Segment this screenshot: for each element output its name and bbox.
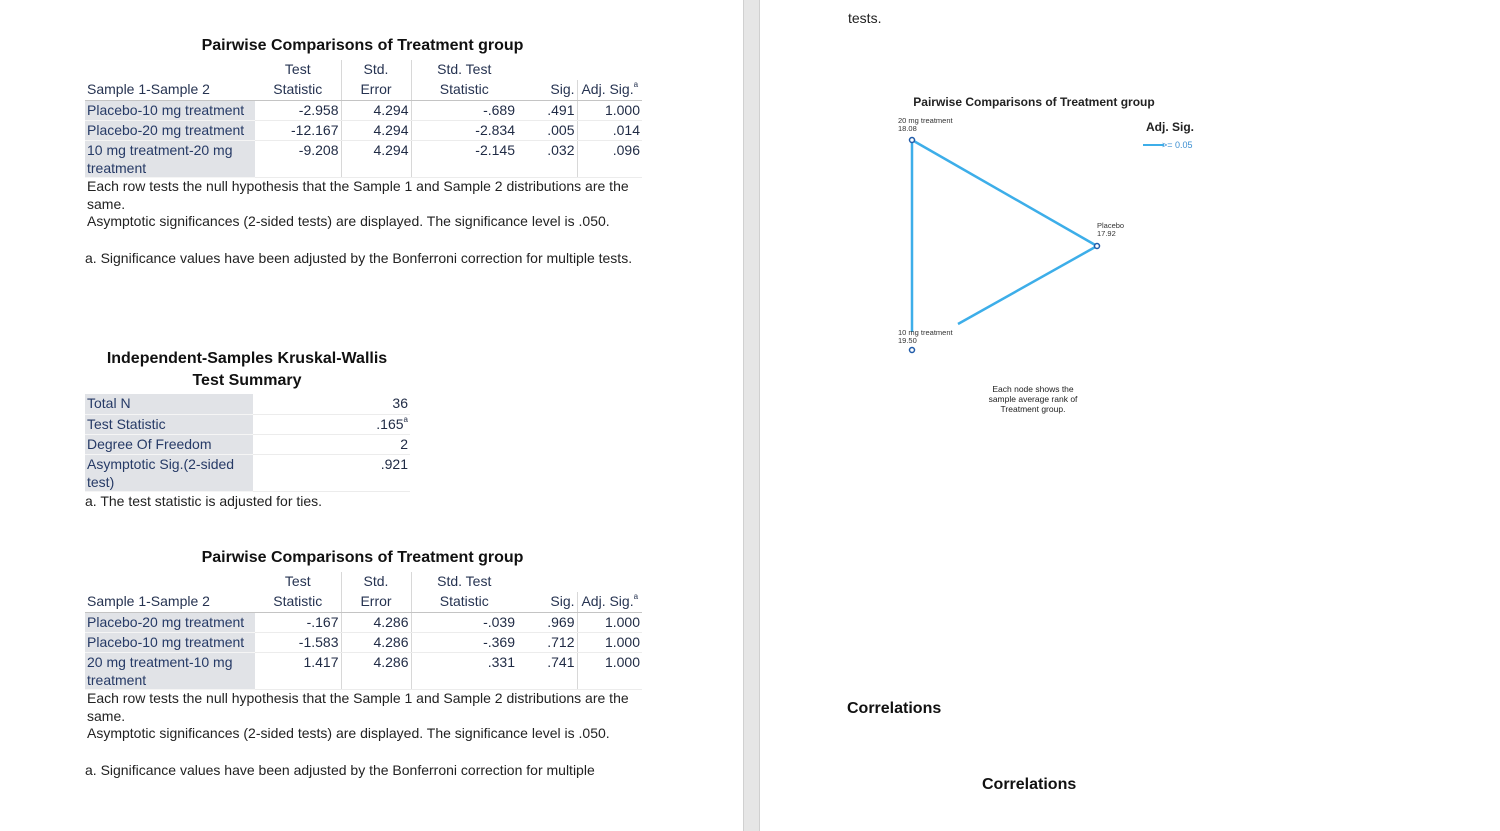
cell-value: .921 xyxy=(253,454,410,491)
cell-std-err: 4.286 xyxy=(341,612,411,632)
node-caption-line1: Each node shows the xyxy=(992,384,1074,394)
pairwise-1-note-hypothesis: Each row tests the null hypothesis that the Sample 1 and Sample 2 distributions are the same. xyxy=(87,178,629,212)
edge-10mg-placebo[interactable] xyxy=(958,246,1097,324)
kruskal-summary-table[interactable] xyxy=(85,394,410,492)
row-label: Placebo-20 mg treatment xyxy=(85,612,255,632)
cell-std-err: 4.294 xyxy=(341,100,411,120)
pairwise-1-note-asymptotic: Asymptotic significances (2-sided tests) are displayed. The significance level is .050. xyxy=(87,213,610,229)
cell-std-test: .331 xyxy=(411,652,517,689)
cell-test-stat: -.167 xyxy=(255,612,341,632)
output-pane-left xyxy=(0,0,743,831)
pairwise-table-2[interactable] xyxy=(85,572,642,690)
cell-std-test: -2.834 xyxy=(411,120,517,140)
col-sig: Sig. xyxy=(517,80,577,100)
table-row xyxy=(85,120,642,140)
table-row xyxy=(85,394,410,414)
row-label: Asymptotic Sig.(2-sided test) xyxy=(85,454,253,491)
cell-std-test: -.039 xyxy=(411,612,517,632)
kruskal-title-line1: Independent-Samples Kruskal-Wallis xyxy=(106,350,388,367)
row-label: Total N xyxy=(85,394,253,414)
cell-test-stat: -9.208 xyxy=(255,140,341,177)
col-adj-sig: Adj. Sig.$^a$ xyxy=(577,80,642,100)
cell-std-test: -2.145 xyxy=(411,140,517,177)
cell-sig: .969 xyxy=(517,612,577,632)
table-row xyxy=(85,612,642,632)
correlations-heading: Correlations xyxy=(847,700,942,717)
cell-std-test: -.689 xyxy=(411,100,517,120)
pairwise-table-2-title: Pairwise Comparisons of Treatment group xyxy=(201,549,524,566)
cell-test-stat: -12.167 xyxy=(255,120,341,140)
node-10mg[interactable] xyxy=(910,348,915,353)
col-std-test-2: Statistic xyxy=(411,80,517,100)
col-sig: Sig. xyxy=(517,592,577,612)
node-placebo[interactable] xyxy=(1095,244,1100,249)
cell-adj-sig: 1.000 xyxy=(577,632,642,652)
cell-value: .165$^a$ xyxy=(253,414,410,434)
row-label: 10 mg treatment-20 mg treatment xyxy=(85,140,255,177)
pairwise-network-chart[interactable] xyxy=(760,80,1500,520)
table-row xyxy=(85,652,642,689)
pairwise-2-note-asymptotic: Asymptotic significances (2-sided tests) are displayed. The significance level is .050. xyxy=(87,725,610,741)
col-test-statistic-2: Statistic xyxy=(255,592,341,612)
cell-adj-sig: 1.000 xyxy=(577,612,642,632)
chart-title: Pairwise Comparisons of Treatment group xyxy=(913,95,1155,109)
col-test-statistic-1: Test xyxy=(284,573,311,589)
cell-test-stat: -1.583 xyxy=(255,632,341,652)
kruskal-footnote: a. The test statistic is adjusted for ties. xyxy=(85,493,323,509)
row-label: 20 mg treatment-10 mg treatment xyxy=(85,652,255,689)
table-row xyxy=(85,454,410,491)
row-label: Test Statistic xyxy=(85,414,253,434)
cell-value: 2 xyxy=(253,434,410,454)
pairwise-table-1[interactable] xyxy=(85,60,642,178)
node-caption-line3: Treatment group. xyxy=(1000,404,1066,414)
node-rank-20mg: 18.08 xyxy=(898,124,917,133)
col-std-error-1: Std. xyxy=(341,60,411,80)
col-std-test-1: Std. Test xyxy=(411,60,517,80)
col-sample: Sample 1-Sample 2 xyxy=(85,592,255,612)
output-pane-right xyxy=(760,0,1500,831)
col-std-error-1: Std. xyxy=(341,572,411,592)
col-test-statistic-1: Test xyxy=(284,61,311,77)
row-label: Placebo-10 mg treatment xyxy=(85,100,255,120)
edge-20mg-placebo[interactable] xyxy=(912,140,1097,246)
node-20mg[interactable] xyxy=(910,138,915,143)
node-caption-line2: sample average rank of xyxy=(988,394,1078,404)
cell-adj-sig: 1.000 xyxy=(577,652,642,689)
cell-std-err: 4.286 xyxy=(341,652,411,689)
col-std-test-2: Statistic xyxy=(411,592,517,612)
col-adj-sig: Adj. Sig.$^a$ xyxy=(577,592,642,612)
cell-adj-sig: .096 xyxy=(577,140,642,177)
cell-sig: .712 xyxy=(517,632,577,652)
node-rank-10mg: 19.50 xyxy=(898,336,917,345)
col-sample: Sample 1-Sample 2 xyxy=(85,80,255,100)
node-rank-placebo: 17.92 xyxy=(1097,229,1116,238)
pairwise-2-note-hypothesis: Each row tests the null hypothesis that the Sample 1 and Sample 2 distributions are the same. xyxy=(87,690,629,724)
row-label: Degree Of Freedom xyxy=(85,434,253,454)
col-std-test-1: Std. Test xyxy=(411,572,517,592)
correlations-table-title: Correlations xyxy=(982,776,1077,793)
pairwise-2-note-bonferroni: a. Significance values have been adjusted by the Bonferroni correction for multiple xyxy=(85,762,595,778)
cell-adj-sig: 1.000 xyxy=(577,100,642,120)
cell-value: 36 xyxy=(253,394,410,414)
cell-test-stat: -2.958 xyxy=(255,100,341,120)
cell-sig: .005 xyxy=(517,120,577,140)
pairwise-table-1-title: Pairwise Comparisons of Treatment group xyxy=(201,37,524,54)
kruskal-title-line2: Test Summary xyxy=(192,372,302,389)
table-row xyxy=(85,100,642,120)
col-std-error-2: Error xyxy=(341,592,411,612)
node-label-placebo: Placebo xyxy=(1097,221,1125,230)
cell-sig: .032 xyxy=(517,140,577,177)
cell-std-err: 4.286 xyxy=(341,632,411,652)
cell-sig: .741 xyxy=(517,652,577,689)
pane-splitter[interactable] xyxy=(743,0,760,831)
continued-text: tests. xyxy=(848,10,882,26)
col-std-error-2: Error xyxy=(341,80,411,100)
table-row xyxy=(85,632,642,652)
col-test-statistic-2: Statistic xyxy=(255,80,341,100)
legend-item-label: >= 0.05 xyxy=(1162,140,1193,150)
row-label: Placebo-20 mg treatment xyxy=(85,120,255,140)
table-row xyxy=(85,140,642,177)
node-label-20mg: 20 mg treatment xyxy=(898,116,953,125)
pairwise-1-note-bonferroni: a. Significance values have been adjusted by the Bonferroni correction for multiple tests. xyxy=(85,250,633,266)
cell-sig: .491 xyxy=(517,100,577,120)
cell-test-stat: 1.417 xyxy=(255,652,341,689)
cell-std-err: 4.294 xyxy=(341,120,411,140)
row-label: Placebo-10 mg treatment xyxy=(85,632,255,652)
node-label-10mg: 10 mg treatment xyxy=(898,328,953,337)
cell-std-err: 4.294 xyxy=(341,140,411,177)
cell-std-test: -.369 xyxy=(411,632,517,652)
table-row xyxy=(85,414,410,434)
legend-title: Adj. Sig. xyxy=(1146,120,1194,134)
table-row xyxy=(85,434,410,454)
cell-adj-sig: .014 xyxy=(577,120,642,140)
